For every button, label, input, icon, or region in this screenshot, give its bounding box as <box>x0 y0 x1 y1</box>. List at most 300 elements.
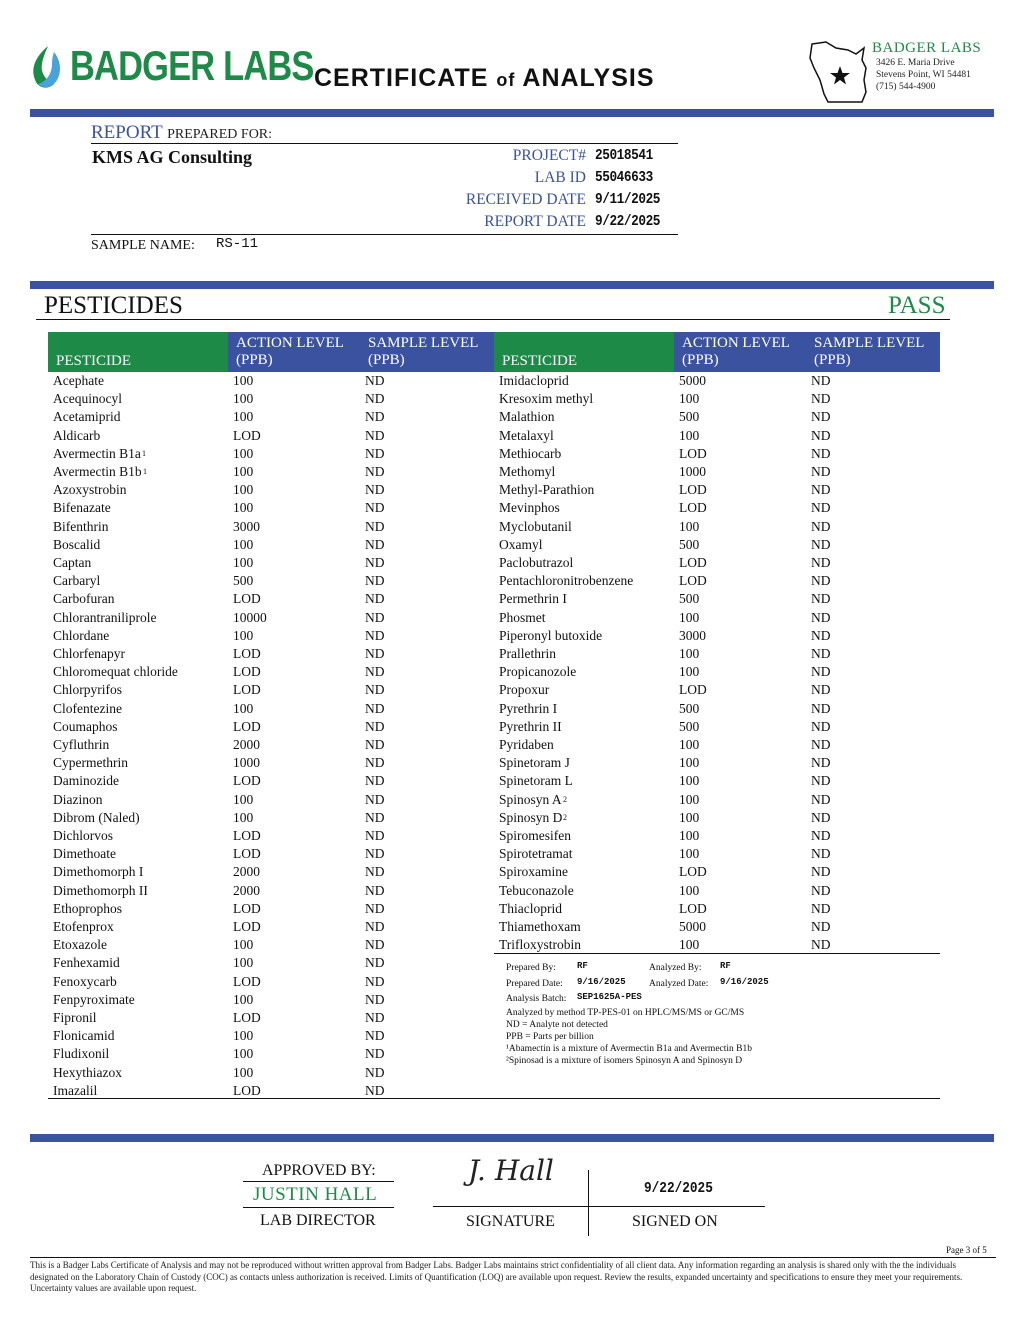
pesticide-name: Spinosyn A <box>499 791 562 807</box>
lab-phone: (715) 544-4900 <box>876 82 936 92</box>
sample-level: ND <box>811 900 831 916</box>
pesticide-name: Metalaxyl <box>499 427 554 443</box>
report-date: 9/22/2025 <box>595 213 661 230</box>
action-level: 100 <box>233 809 254 825</box>
table-row <box>48 718 494 736</box>
sample-level: ND <box>811 755 831 771</box>
pesticide-name: Acephate <box>53 373 104 388</box>
table-row <box>48 736 494 754</box>
table-row <box>494 736 940 754</box>
sample-level: ND <box>365 482 385 498</box>
action-level: LOD <box>233 591 261 607</box>
pesticide-name: Methomyl <box>499 464 556 479</box>
action-level: LOD <box>233 718 261 734</box>
pesticide-name: Captan <box>53 555 92 570</box>
table-row <box>48 372 494 390</box>
director-name-rule <box>243 1207 394 1208</box>
prepared-date: 9/16/2025 <box>577 977 626 987</box>
table-row <box>48 918 494 936</box>
table-row <box>48 882 494 900</box>
director-name: JUSTIN HALL <box>253 1184 378 1205</box>
table-row <box>494 609 940 627</box>
sample-level: ND <box>811 737 831 752</box>
table-row <box>48 991 494 1009</box>
disclaimer-rule <box>30 1257 996 1258</box>
col-pesticide-left: PESTICIDE <box>48 332 228 372</box>
ppb-note: PPB = Parts per billion <box>506 1032 594 1042</box>
action-level: 100 <box>679 828 700 843</box>
action-level: LOD <box>233 973 261 989</box>
section-title: PESTICIDES <box>44 292 183 319</box>
table-row <box>48 518 494 536</box>
action-level: 3000 <box>679 627 706 643</box>
pesticide-name: Malathion <box>499 409 555 425</box>
table-row <box>494 499 940 517</box>
analysis-info <box>506 962 806 1002</box>
table-row <box>494 900 940 918</box>
action-level: 100 <box>233 991 254 1007</box>
table-row <box>494 463 940 481</box>
abamectin-note: ¹Abamectin is a mixture of Avermectin B1a and Avermectin B1b <box>506 1044 752 1054</box>
analysis-notes <box>506 1007 936 1067</box>
page-number: Page 3 of 5 <box>946 1245 987 1255</box>
action-level: 100 <box>233 536 254 552</box>
action-level: LOD <box>233 900 261 916</box>
sample-level: ND <box>365 555 385 570</box>
left-table-bottom-rule <box>48 1098 494 1099</box>
sample-level: ND <box>811 373 831 388</box>
client-name: KMS AG Consulting <box>92 147 253 167</box>
prepared-date-label: Prepared Date: <box>506 979 563 989</box>
action-level: 100 <box>679 518 700 534</box>
table-row <box>48 700 494 718</box>
action-level: LOD <box>679 445 707 461</box>
table-row <box>48 499 494 517</box>
table-row <box>494 754 940 772</box>
analyzed-by-label: Analyzed By: <box>649 963 702 973</box>
col-sample-left: SAMPLE LEVEL (PPB) <box>360 332 494 372</box>
action-level: LOD <box>679 555 707 570</box>
analysis-batch: SEP1625A-PES <box>577 992 642 1002</box>
table-row <box>48 390 494 408</box>
action-level: 5000 <box>679 919 706 934</box>
pesticide-name: Fipronil <box>53 1010 97 1025</box>
sample-level: ND <box>811 482 831 498</box>
project-label: PROJECT# <box>512 147 586 164</box>
table-row <box>494 918 940 936</box>
sample-level: ND <box>365 882 385 898</box>
wisconsin-map-icon <box>806 38 874 106</box>
pesticide-name: Pentachloronitrobenzene <box>499 573 634 589</box>
pesticide-name: Methyl-Parathion <box>499 482 595 498</box>
pesticide-name: Fenhexamid <box>53 955 120 971</box>
pesticide-name: Clofentezine <box>53 700 122 716</box>
sample-level: ND <box>365 773 385 789</box>
action-level: 10000 <box>233 609 267 625</box>
action-level: 500 <box>679 536 700 552</box>
pesticide-name: Fenpyroximate <box>53 991 135 1007</box>
action-level: LOD <box>233 773 261 789</box>
analyzed-date-label: Analyzed Date: <box>649 979 709 989</box>
action-level: 5000 <box>679 373 706 388</box>
sample-level: ND <box>365 864 385 880</box>
table-row <box>48 954 494 972</box>
table-row <box>48 536 494 554</box>
prepared-divider <box>91 143 678 144</box>
table-row <box>48 663 494 681</box>
pesticide-name: Dimethomorph I <box>53 864 144 880</box>
sample-level: ND <box>365 664 385 680</box>
analysis-batch-label: Analysis Batch: <box>506 994 567 1004</box>
sample-level: ND <box>365 518 385 534</box>
pesticide-name: Mevinphos <box>499 500 560 516</box>
sample-level: ND <box>365 627 385 643</box>
table-row <box>494 627 940 645</box>
action-level: 100 <box>233 409 254 425</box>
pesticide-name: Chlorpyrifos <box>53 682 122 698</box>
table-row <box>494 845 940 863</box>
table-row: Avermectin B1b 1 100 ND <box>53 464 385 479</box>
pesticide-name: Spinetoram J <box>499 755 570 771</box>
sample-level: ND <box>811 937 831 953</box>
action-level: LOD <box>233 646 261 661</box>
sample-level: ND <box>811 536 831 552</box>
pesticide-name: Diazinon <box>53 791 103 807</box>
table-row <box>494 718 940 736</box>
sample-level: ND <box>811 609 831 625</box>
table-row <box>494 427 940 445</box>
table-row <box>48 809 494 827</box>
action-level: 500 <box>679 591 700 607</box>
action-level: LOD <box>233 664 261 680</box>
sample-level: ND <box>365 700 385 716</box>
pesticide-name: Thiamethoxam <box>499 919 581 934</box>
approved-by-label: APPROVED BY: <box>262 1162 376 1179</box>
right-table-header <box>494 332 940 372</box>
pesticide-name: Aldicarb <box>53 427 101 443</box>
action-level: LOD <box>679 482 707 498</box>
sample-level: ND <box>811 391 831 407</box>
sample-level: ND <box>365 846 385 862</box>
left-table-header <box>48 332 494 372</box>
sample-level: ND <box>811 664 831 680</box>
lab-name: BADGER LABS <box>872 40 982 56</box>
sample-level: ND <box>811 555 831 570</box>
action-level: 100 <box>679 809 700 825</box>
pesticide-name: Tebuconazole <box>499 882 574 898</box>
table-row <box>494 863 940 881</box>
signature-rule <box>433 1206 765 1207</box>
sample-level: ND <box>811 882 831 898</box>
table-row <box>494 645 940 663</box>
table-row <box>494 518 940 536</box>
table-row <box>494 681 940 699</box>
sample-level: ND <box>365 791 385 807</box>
pesticide-name: Phosmet <box>499 609 546 625</box>
pesticide-name: Chlorantraniliprole <box>53 609 157 625</box>
leaf-logo-icon <box>28 44 62 90</box>
pesticide-name: Dichlorvos <box>53 828 113 843</box>
action-level: 100 <box>233 445 254 461</box>
sample-level: ND <box>365 937 385 953</box>
action-level: LOD <box>679 682 707 698</box>
col-action-right: ACTION LEVEL (PPB) <box>674 332 806 372</box>
action-level: 1000 <box>233 755 260 771</box>
action-level: 100 <box>233 791 254 807</box>
table-row <box>48 900 494 918</box>
signature-image: J. Hall <box>468 1154 554 1187</box>
table-row <box>48 973 494 991</box>
table-row <box>494 390 940 408</box>
action-level: 100 <box>679 646 700 661</box>
table-row <box>48 936 494 954</box>
pesticide-name: Etofenprox <box>53 919 114 934</box>
table-row <box>494 700 940 718</box>
pesticide-name: Carbofuran <box>53 591 115 607</box>
table-row <box>494 554 940 572</box>
signed-date: 9/22/2025 <box>644 1180 713 1197</box>
method-note: Analyzed by method TP-PES-01 on HPLC/MS/MS or GC/MS <box>506 1008 745 1018</box>
table-row <box>48 754 494 772</box>
table-row <box>494 372 940 390</box>
pesticide-name: Avermectin B1a <box>53 445 141 461</box>
action-level: 100 <box>233 937 254 953</box>
sample-level: ND <box>811 682 831 698</box>
pesticide-name: Acequinocyl <box>53 391 122 407</box>
sample-level: ND <box>811 591 831 607</box>
col-action-left: ACTION LEVEL (PPB) <box>228 332 360 372</box>
action-level: 100 <box>679 773 700 789</box>
pesticide-name: Oxamyl <box>499 536 543 552</box>
pesticide-name: Imidacloprid <box>499 373 569 388</box>
sample-level: ND <box>365 573 385 589</box>
table-row <box>494 663 940 681</box>
action-level: 100 <box>233 1028 254 1044</box>
report-date-label: REPORT DATE <box>484 213 586 230</box>
action-level: 500 <box>679 409 700 425</box>
project-number: 25018541 <box>595 147 653 164</box>
sample-level: ND <box>365 809 385 825</box>
action-level: 100 <box>233 482 254 498</box>
action-level: LOD <box>233 1010 261 1025</box>
signature-vertical-rule <box>588 1170 589 1236</box>
pesticide-name: Chlorfenapyr <box>53 646 125 661</box>
action-level: 100 <box>679 937 700 953</box>
received-date: 9/11/2025 <box>595 191 661 208</box>
table-row <box>494 572 940 590</box>
pesticide-name: Imazalil <box>53 1082 98 1098</box>
sample-level: ND <box>811 864 831 880</box>
brand-logo-text: BADGER LABS <box>70 42 314 89</box>
pesticide-name: Chloromequat chloride <box>53 664 178 680</box>
action-level: LOD <box>679 900 707 916</box>
sample-level: ND <box>811 445 831 461</box>
table-row <box>48 609 494 627</box>
pesticide-name: Fludixonil <box>53 1046 110 1062</box>
pesticide-name: Cypermethrin <box>53 755 128 771</box>
action-level: 100 <box>233 373 254 388</box>
pesticide-name: Piperonyl butoxide <box>499 627 603 643</box>
sample-level: ND <box>811 464 831 479</box>
table-row <box>48 791 494 809</box>
header-divider-bar <box>30 109 994 117</box>
sample-level: ND <box>365 682 385 698</box>
action-level: 100 <box>679 846 700 862</box>
table-row <box>494 882 940 900</box>
pesticide-name: Thiacloprid <box>499 900 562 916</box>
sample-level: ND <box>365 391 385 407</box>
action-level: 100 <box>233 555 254 570</box>
sample-level: ND <box>365 755 385 771</box>
director-role: LAB DIRECTOR <box>260 1212 376 1229</box>
prepared-by-label: Prepared By: <box>506 963 556 973</box>
action-level: 1000 <box>679 464 706 479</box>
pesticide-name: Bifenazate <box>53 500 111 516</box>
sample-level: ND <box>811 919 831 934</box>
lab-id: 55046633 <box>595 169 653 186</box>
pesticide-name: Cyfluthrin <box>53 737 110 752</box>
table-row <box>48 1045 494 1063</box>
sample-level: ND <box>365 919 385 934</box>
action-level: 500 <box>233 573 254 589</box>
pesticide-name: Spiroxamine <box>499 864 568 880</box>
sample-level: ND <box>365 1028 385 1044</box>
table-row <box>48 481 494 499</box>
meta-divider <box>91 234 678 235</box>
analyzed-date: 9/16/2025 <box>720 977 769 987</box>
sample-level: ND <box>365 828 385 843</box>
footer-divider-bar <box>30 1134 994 1142</box>
pesticide-name: Bifenthrin <box>53 518 109 534</box>
sample-level: ND <box>365 373 385 388</box>
approved-by-rule <box>243 1181 394 1182</box>
pesticide-name: Myclobutanil <box>499 518 572 534</box>
sample-level: ND <box>365 646 385 661</box>
action-level: 100 <box>233 464 254 479</box>
lab-address-street: 3426 E. Maria Drive <box>876 58 955 68</box>
table-row <box>494 408 940 426</box>
received-date-label: RECEIVED DATE <box>465 191 586 208</box>
action-level: LOD <box>233 427 261 443</box>
col-pesticide-right: PESTICIDE <box>494 332 674 372</box>
table-row <box>494 827 940 845</box>
pesticide-name: Trifloxystrobin <box>499 937 582 953</box>
action-level: 2000 <box>233 864 260 880</box>
sample-level: ND <box>365 427 385 443</box>
table-row <box>494 481 940 499</box>
action-level: LOD <box>679 500 707 516</box>
pesticide-name: Flonicamid <box>53 1028 115 1044</box>
sample-level: ND <box>365 609 385 625</box>
table-row <box>494 772 940 790</box>
action-level: 100 <box>233 955 254 971</box>
pesticide-name: Kresoxim methyl <box>499 391 594 407</box>
table-row <box>48 863 494 881</box>
action-level: 100 <box>233 1064 254 1080</box>
sample-level: ND <box>365 737 385 752</box>
sample-level: ND <box>365 500 385 516</box>
pesticide-name: Boscalid <box>53 536 101 552</box>
notes-bottom-rule <box>494 1098 940 1099</box>
action-level: LOD <box>233 682 261 698</box>
sample-name-label: SAMPLE NAME: <box>91 238 195 253</box>
sample-level: ND <box>811 809 831 825</box>
pesticide-name: Coumaphos <box>53 718 118 734</box>
action-level: LOD <box>679 573 707 589</box>
sample-level: ND <box>365 409 385 425</box>
sample-level: ND <box>811 500 831 516</box>
sample-level: ND <box>365 591 385 607</box>
spinosad-note: ²Spinosad is a mixture of isomers Spinosyn A and Spinosyn D <box>506 1056 743 1066</box>
document-title: CERTIFICATE of ANALYSIS <box>314 64 655 92</box>
sample-level: ND <box>365 1082 385 1098</box>
table-row <box>48 427 494 445</box>
pesticide-name: Daminozide <box>53 773 119 789</box>
table-row <box>48 772 494 790</box>
sample-level: ND <box>811 627 831 643</box>
action-level: 2000 <box>233 882 260 898</box>
action-level: 500 <box>679 700 700 716</box>
action-level: 100 <box>679 882 700 898</box>
pesticide-name: Permethrin I <box>499 591 567 607</box>
pesticide-name: Pyridaben <box>499 737 554 752</box>
pesticide-name: Pyrethrin I <box>499 700 558 716</box>
pesticide-name: Spinosyn D <box>499 809 563 825</box>
pesticide-name: Propoxur <box>499 682 550 698</box>
table-row <box>494 590 940 608</box>
lab-id-label: LAB ID <box>534 169 586 186</box>
pesticide-name: Spinetoram L <box>499 773 573 789</box>
pass-result: PASS <box>888 292 946 319</box>
nd-note: ND = Analyte not detected <box>506 1020 608 1030</box>
pesticide-name: Hexythiazox <box>53 1064 122 1080</box>
table-row <box>48 572 494 590</box>
table-row <box>48 1009 494 1027</box>
pesticide-name: Carbaryl <box>53 573 101 589</box>
action-level: 100 <box>679 391 700 407</box>
action-level: LOD <box>233 1082 261 1098</box>
sample-level: ND <box>365 973 385 989</box>
action-level: LOD <box>233 846 261 862</box>
report-prepared-for-heading: REPORT PREPARED FOR: <box>91 122 273 143</box>
pesticide-name: Prallethrin <box>499 646 556 661</box>
sample-level: ND <box>811 427 831 443</box>
sample-level: ND <box>811 518 831 534</box>
sample-level: ND <box>811 773 831 789</box>
sample-level: ND <box>365 464 385 479</box>
sample-level: ND <box>365 536 385 552</box>
table-row <box>494 536 940 554</box>
sample-level: ND <box>811 409 831 425</box>
sample-level: ND <box>811 718 831 734</box>
sample-level: ND <box>811 573 831 589</box>
table-row: Spinosyn A 2 100 ND <box>499 791 831 807</box>
action-level: 500 <box>679 718 700 734</box>
sample-level: ND <box>811 791 831 807</box>
disclaimer-text: This is a Badger Labs Certificate of Analysis and may not be reproduced without written approval from Badger Labs. Badger Labs maintains strict confidentiality of all client data. Any information regarding an analysis is shared only with the the individuals designated on the Laboratory Chain of Custody (COC) as contacts unless authorization is received. Limits of Quantification (LOQ) are available upon request. Review the results, expanded uncertainty and specifications to ensure they meet your requirements. Uncertainty values are available upon request. <box>30 1260 963 1293</box>
action-level: LOD <box>233 828 261 843</box>
signed-on-label: SIGNED ON <box>632 1213 718 1230</box>
table-row <box>48 845 494 863</box>
sample-level: ND <box>365 900 385 916</box>
pesticide-name: Ethoprophos <box>53 900 122 916</box>
pesticide-name: Dibrom (Naled) <box>53 809 140 825</box>
action-level: LOD <box>233 919 261 934</box>
pesticide-name: Dimethomorph II <box>53 882 148 898</box>
sample-level: ND <box>811 646 831 661</box>
action-level: 100 <box>233 627 254 643</box>
section-underline <box>36 319 950 320</box>
